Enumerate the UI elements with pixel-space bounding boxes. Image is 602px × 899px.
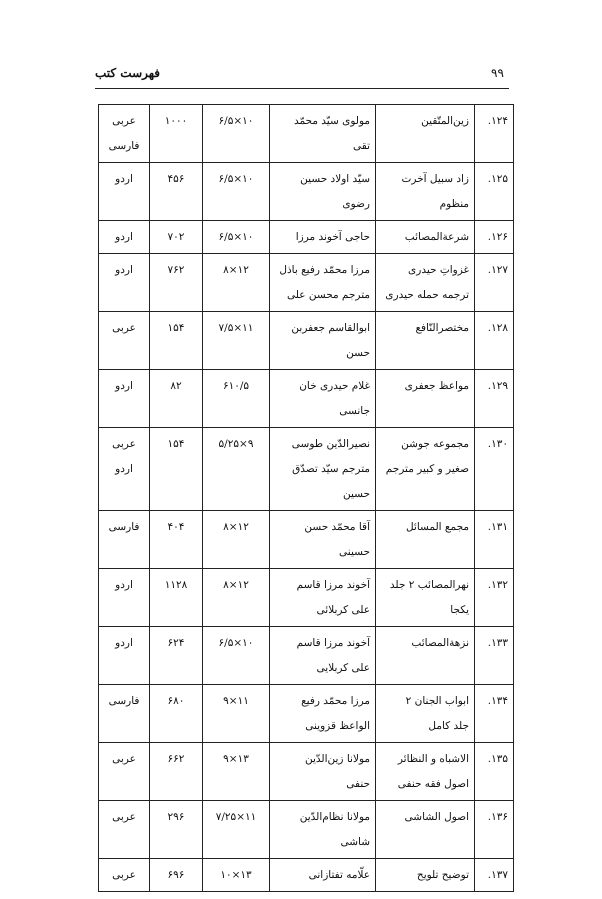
book-language bbox=[99, 370, 150, 428]
book-size-line: ۱۰×۶/۵ bbox=[218, 115, 254, 127]
book-title bbox=[376, 627, 475, 685]
book-language-line: فارسی bbox=[108, 695, 140, 707]
book-language-line: عربی bbox=[112, 811, 136, 823]
book-author bbox=[270, 859, 376, 892]
page-count-line: ۲۹۶ bbox=[167, 811, 185, 823]
table-row bbox=[99, 511, 514, 569]
book-author bbox=[270, 105, 376, 163]
book-author-line: حنفی bbox=[346, 778, 370, 790]
book-size-line: ۱۱×۹ bbox=[223, 695, 249, 707]
book-size bbox=[203, 105, 270, 163]
book-author-line: حسن bbox=[346, 347, 370, 359]
book-title bbox=[376, 685, 475, 743]
book-language-line: اردو bbox=[115, 579, 133, 591]
page-count-line: ۶۹۶ bbox=[167, 869, 185, 881]
book-language-line: عربی bbox=[112, 869, 136, 881]
table-row bbox=[99, 627, 514, 685]
book-language bbox=[99, 685, 150, 743]
book-size bbox=[203, 801, 270, 859]
book-author bbox=[270, 627, 376, 685]
page-count bbox=[150, 105, 203, 163]
page-count bbox=[150, 743, 203, 801]
book-title-line: نهرالمصائب ۲ جلد bbox=[389, 579, 469, 591]
book-author bbox=[270, 743, 376, 801]
book-title-line: مواعظ جعفری bbox=[404, 380, 469, 392]
page-header bbox=[95, 62, 509, 89]
book-author-line: رضوی bbox=[342, 198, 370, 210]
book-author bbox=[270, 221, 376, 254]
page-count bbox=[150, 312, 203, 370]
entry-number bbox=[475, 221, 514, 254]
entry-number-line: ۱۲۵. bbox=[487, 173, 508, 185]
book-language-line: عربی bbox=[112, 438, 136, 450]
book-size-line: ۱۱×۷/۲۵ bbox=[215, 811, 257, 823]
book-title-line: اصول فقه حنفی bbox=[397, 778, 469, 790]
book-title-line: ابواب الجنان ۲ bbox=[405, 695, 469, 707]
book-author-line: مترجم محسن علی bbox=[287, 289, 370, 301]
book-size-line: ۱۲×۸ bbox=[223, 264, 249, 276]
page-count-line: ۶۸۰ bbox=[167, 695, 185, 707]
entry-number bbox=[475, 801, 514, 859]
book-title bbox=[376, 511, 475, 569]
book-size bbox=[203, 312, 270, 370]
book-title bbox=[376, 312, 475, 370]
entry-number bbox=[475, 254, 514, 312]
book-language-line: فارسی bbox=[108, 140, 140, 152]
table-row bbox=[99, 105, 514, 163]
page-count-line: ۱۱۲۸ bbox=[164, 579, 188, 591]
page-count-line: ۸۲ bbox=[170, 380, 182, 392]
book-language bbox=[99, 743, 150, 801]
book-author-line: علی کربلایی bbox=[316, 662, 370, 674]
entry-number bbox=[475, 511, 514, 569]
book-author-line: نصیرالدّین طوسی bbox=[291, 438, 370, 450]
book-language-line: اردو bbox=[115, 380, 133, 392]
book-title-line: مجموعه جوشن bbox=[401, 438, 469, 450]
book-title-line: توضیح تلویح bbox=[416, 869, 469, 881]
table-row bbox=[99, 801, 514, 859]
book-title-line: ترجمه حمله حیدری bbox=[385, 289, 469, 301]
book-author-line: الواعظ قزوینی bbox=[305, 720, 370, 732]
book-author-line: شاشی bbox=[340, 836, 370, 848]
book-size-line: ۱۲×۸ bbox=[223, 521, 249, 533]
entry-number-line: ۱۳۵. bbox=[487, 753, 508, 765]
page-count-line: ۴۰۴ bbox=[167, 521, 185, 533]
book-language bbox=[99, 254, 150, 312]
book-language-line: عربی bbox=[112, 322, 136, 334]
entry-number-line: ۱۳۴. bbox=[487, 695, 508, 707]
book-size-line: ۶۱۰/۵ bbox=[222, 380, 250, 392]
book-language-line: اردو bbox=[115, 637, 133, 649]
entry-number-line: ۱۲۴. bbox=[487, 115, 508, 127]
book-size-line: ۱۰×۶/۵ bbox=[218, 173, 254, 185]
page-count bbox=[150, 254, 203, 312]
book-author bbox=[270, 428, 376, 511]
entry-number-line: ۱۲۸. bbox=[487, 322, 508, 334]
book-author-line: آخوند مرزا قاسم bbox=[296, 579, 370, 591]
book-author-line: مولوی سیّد محمّد bbox=[293, 115, 370, 127]
book-size bbox=[203, 511, 270, 569]
book-language-line: اردو bbox=[115, 173, 133, 185]
book-size bbox=[203, 743, 270, 801]
book-language bbox=[99, 511, 150, 569]
book-language-line: اردو bbox=[115, 463, 133, 475]
book-author bbox=[270, 163, 376, 221]
book-size bbox=[203, 627, 270, 685]
book-title-line: نزهةالمصائب bbox=[411, 637, 469, 649]
entry-number-line: ۱۳۳. bbox=[487, 637, 508, 649]
book-author-line: مرزا محمّد رفیع باذل bbox=[279, 264, 370, 276]
book-size-line: ۹×۵/۲۵ bbox=[218, 438, 254, 450]
book-author bbox=[270, 569, 376, 627]
book-size-line: ۱۳×۱۰ bbox=[220, 869, 252, 881]
table-row bbox=[99, 428, 514, 511]
book-author-line: حسین bbox=[342, 488, 370, 500]
book-language bbox=[99, 627, 150, 685]
running-title: فهرست کتب bbox=[95, 66, 161, 80]
table-row bbox=[99, 743, 514, 801]
entry-number bbox=[475, 685, 514, 743]
table-row bbox=[99, 254, 514, 312]
table-row bbox=[99, 569, 514, 627]
book-language-line: عربی bbox=[112, 115, 136, 127]
book-size bbox=[203, 254, 270, 312]
entry-number-line: ۱۳۷. bbox=[487, 869, 508, 881]
book-author bbox=[270, 254, 376, 312]
book-author bbox=[270, 685, 376, 743]
book-size-line: ۱۲×۸ bbox=[223, 579, 249, 591]
page-count-line: ۱۵۴ bbox=[167, 438, 185, 450]
book-author bbox=[270, 511, 376, 569]
book-author-line: سیّد اولاد حسین bbox=[300, 173, 370, 185]
book-title bbox=[376, 569, 475, 627]
page-count bbox=[150, 627, 203, 685]
entry-number bbox=[475, 105, 514, 163]
book-title-line: الاشباه و النظائر bbox=[397, 753, 469, 765]
book-title bbox=[376, 801, 475, 859]
book-author-line: مترجم سیّد تصدّق bbox=[292, 463, 370, 475]
page-count-line: ۱۰۰۰ bbox=[164, 115, 188, 127]
page-count-line: ۷۰۲ bbox=[167, 231, 185, 243]
book-author-line: مولانا نظام‌الدّین bbox=[299, 811, 370, 823]
book-title-line: جلد کامل bbox=[428, 720, 469, 732]
book-language-line: فارسی bbox=[108, 521, 140, 533]
book-language bbox=[99, 569, 150, 627]
entry-number bbox=[475, 743, 514, 801]
book-size bbox=[203, 428, 270, 511]
book-title-line: صغیر و کبیر مترجم bbox=[385, 463, 469, 475]
book-author bbox=[270, 370, 376, 428]
book-title-line: غزواتِ حیدری bbox=[408, 264, 469, 276]
book-size bbox=[203, 163, 270, 221]
book-author-line: آقا محمّد حسن bbox=[304, 521, 370, 533]
book-author-line: ابوالقاسم جعفربن bbox=[291, 322, 370, 334]
entry-number-line: ۱۲۶. bbox=[487, 231, 508, 243]
table-row bbox=[99, 312, 514, 370]
table-row bbox=[99, 685, 514, 743]
page-count-line: ۷۶۲ bbox=[167, 264, 185, 276]
book-language bbox=[99, 801, 150, 859]
book-title-line: مجمع المسائل bbox=[405, 521, 469, 533]
book-title-line: زاد سبیل آخرت bbox=[401, 173, 469, 185]
book-size bbox=[203, 370, 270, 428]
book-size-line: ۱۰×۶/۵ bbox=[218, 231, 254, 243]
book-author-line: غلام حیدری خان bbox=[299, 380, 370, 392]
book-language bbox=[99, 312, 150, 370]
page-count bbox=[150, 801, 203, 859]
entry-number-line: ۱۲۹. bbox=[487, 380, 508, 392]
page-count-line: ۴۵۶ bbox=[167, 173, 185, 185]
book-language-line: عربی bbox=[112, 753, 136, 765]
book-language bbox=[99, 105, 150, 163]
book-title-line: اصول الشاشی bbox=[404, 811, 469, 823]
book-size bbox=[203, 221, 270, 254]
book-title bbox=[376, 254, 475, 312]
page-count bbox=[150, 511, 203, 569]
page-count bbox=[150, 428, 203, 511]
book-author-line: آخوند مرزا قاسم bbox=[296, 637, 370, 649]
book-author-line: تقی bbox=[353, 140, 370, 152]
book-size bbox=[203, 685, 270, 743]
book-title-line: یکجا bbox=[450, 604, 469, 616]
book-author-line: جانسی bbox=[339, 405, 370, 417]
page-count-line: ۶۲۴ bbox=[167, 637, 185, 649]
page-number: ۹۹ bbox=[491, 66, 504, 80]
page-count bbox=[150, 221, 203, 254]
book-title bbox=[376, 105, 475, 163]
entry-number bbox=[475, 312, 514, 370]
book-language-line: اردو bbox=[115, 264, 133, 276]
book-author-line: مولانا زین‌الدّین bbox=[304, 753, 370, 765]
book-language bbox=[99, 163, 150, 221]
entry-number-line: ۱۳۲. bbox=[487, 579, 508, 591]
book-author-line: مرزا محمّد رفیع bbox=[301, 695, 370, 707]
page-count-line: ۱۵۴ bbox=[167, 322, 185, 334]
book-language bbox=[99, 428, 150, 511]
entry-number-line: ۱۲۷. bbox=[487, 264, 508, 276]
page-count bbox=[150, 685, 203, 743]
table-row bbox=[99, 859, 514, 892]
book-language bbox=[99, 859, 150, 892]
book-title-line: زین‌المتّقین bbox=[421, 115, 469, 127]
book-size-line: ۱۱×۷/۵ bbox=[218, 322, 254, 334]
book-size bbox=[203, 859, 270, 892]
catalog-body bbox=[99, 105, 514, 892]
book-language-line: اردو bbox=[115, 231, 133, 243]
entry-number-line: ۱۳۱. bbox=[487, 521, 508, 533]
book-author bbox=[270, 312, 376, 370]
entry-number-line: ۱۳۰. bbox=[487, 438, 508, 450]
page-count bbox=[150, 859, 203, 892]
book-title-line: شرعةالمصائب bbox=[404, 231, 469, 243]
book-title-line: مختصرالنّافع bbox=[415, 322, 469, 334]
book-title bbox=[376, 743, 475, 801]
table-row bbox=[99, 163, 514, 221]
entry-number bbox=[475, 627, 514, 685]
entry-number bbox=[475, 428, 514, 511]
book-catalog-table bbox=[98, 104, 514, 892]
book-title bbox=[376, 163, 475, 221]
entry-number bbox=[475, 859, 514, 892]
book-author-line: علی کربلائی bbox=[316, 604, 370, 616]
book-size-line: ۱۰×۶/۵ bbox=[218, 637, 254, 649]
entry-number bbox=[475, 569, 514, 627]
book-size bbox=[203, 569, 270, 627]
book-language bbox=[99, 221, 150, 254]
book-size-line: ۱۳×۹ bbox=[223, 753, 249, 765]
book-author-line: علّامه تفتازانی bbox=[308, 869, 370, 881]
entry-number-line: ۱۳۶. bbox=[487, 811, 508, 823]
book-title bbox=[376, 859, 475, 892]
book-title bbox=[376, 370, 475, 428]
page-count bbox=[150, 569, 203, 627]
book-author bbox=[270, 801, 376, 859]
page-count bbox=[150, 370, 203, 428]
table-row bbox=[99, 221, 514, 254]
table-row bbox=[99, 370, 514, 428]
entry-number bbox=[475, 370, 514, 428]
book-author-line: حاجی آخوند مرزا bbox=[295, 231, 370, 243]
book-title bbox=[376, 428, 475, 511]
book-title-line: منظوم bbox=[439, 198, 469, 210]
page-count-line: ۶۶۲ bbox=[167, 753, 185, 765]
page-count bbox=[150, 163, 203, 221]
book-author-line: حسینی bbox=[339, 546, 370, 558]
entry-number bbox=[475, 163, 514, 221]
book-title bbox=[376, 221, 475, 254]
